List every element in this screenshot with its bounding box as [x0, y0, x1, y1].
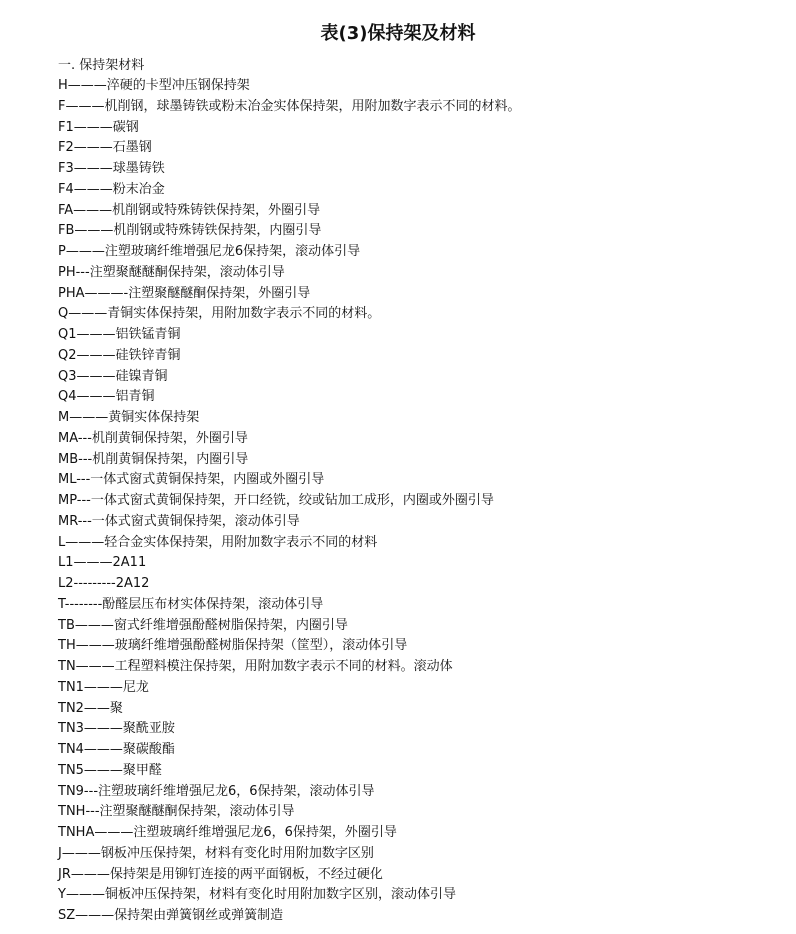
material-line: TN———工程塑料模注保持架，用附加数字表示不同的材料。滚动体 — [58, 659, 453, 674]
page-title: 表(3)保持架及材料 — [320, 23, 476, 44]
material-line: TNHA———注塑玻璃纤维增强尼龙6，6保持架，外圈引导 — [58, 825, 397, 840]
material-line: TB———窗式纤维增强酚醛树脂保持架，内圈引导 — [58, 617, 348, 633]
material-line: PH---注塑聚醚醚酮保持架，滚动体引导 — [58, 264, 285, 280]
material-line: MP---一体式窗式黄铜保持架，开口经铣，绞或钻加工成形，内圈或外圈引导 — [58, 493, 494, 508]
material-line: PHA———-注塑聚醚醚酮保持架，外圈引导 — [58, 285, 311, 301]
material-line: Y———铜板冲压保持架，材料有变化时用附加数字区别，滚动体引导 — [58, 887, 456, 903]
material-line: TN1———尼龙 — [58, 679, 149, 695]
material-line: L1———2A11 — [58, 555, 147, 571]
material-line: F1———碳钢 — [58, 119, 139, 135]
material-line: F———机削钢，球墨铸铁或粉末冶金实体保持架，用附加数字表示不同的材料。 — [58, 98, 521, 114]
material-line: Q———青铜实体保持架，用附加数字表示不同的材料。 — [58, 306, 381, 322]
material-line: H———淬硬的卡型冲压钢保持架 — [58, 78, 250, 93]
material-list — [58, 76, 788, 927]
material-line: SZ———保持架由弹簧钢丝或弹簧制造 — [58, 908, 284, 923]
material-line: MB---机削黄铜保持架，内圈引导 — [58, 451, 249, 467]
material-line: FB———机削钢或特殊铸铁保持架，内圈引导 — [58, 223, 322, 239]
material-line: Q1———铝铁锰青铜 — [58, 327, 181, 342]
material-line: TN9---注塑玻璃纤维增强尼龙6，6保持架，滚动体引导 — [58, 783, 375, 799]
material-line: TN3———聚酰亚胺 — [58, 721, 175, 737]
section-heading: 一. 保持架材料 — [58, 58, 145, 73]
material-line: F3———球墨铸铁 — [58, 161, 165, 176]
material-line: J———钢板冲压保持架，材料有变化时用附加数字区别 — [58, 845, 374, 861]
material-line: Q3———硅镍青铜 — [58, 368, 168, 384]
material-line: F4———粉末冶金 — [58, 181, 165, 197]
material-line: TH———玻璃纤维增强酚醛树脂保持架（筐型），滚动体引导 — [58, 638, 408, 654]
material-line: TN4———聚碳酸酯 — [58, 742, 175, 757]
material-line: MA---机削黄铜保持架，外圈引导 — [58, 430, 248, 446]
material-line: L———轻合金实体保持架，用附加数字表示不同的材料 — [58, 534, 378, 550]
material-line: FA———机削钢或特殊铸铁保持架，外圈引导 — [58, 202, 321, 218]
material-line: JR———保持架是用铆钉连接的两平面钢板，不经过硬化 — [58, 866, 383, 882]
material-line: F2———石墨钢 — [58, 140, 152, 156]
material-line: MR---一体式窗式黄铜保持架，滚动体引导 — [58, 513, 300, 529]
material-line: M———黄铜实体保持架 — [58, 410, 200, 425]
material-line: L2---------2A12 — [58, 576, 150, 591]
material-line: T--------酚醛层压布材实体保持架，滚动体引导 — [58, 596, 324, 612]
material-line: ML---一体式窗式黄铜保持架，内圈或外圈引导 — [58, 472, 325, 488]
material-line: TN2——聚 — [58, 700, 123, 716]
material-line: TN5———聚甲醛 — [58, 762, 162, 778]
material-line: Q4———铝青铜 — [58, 389, 155, 405]
material-line: TNH---注塑聚醚醚酮保持架，滚动体引导 — [58, 804, 295, 820]
material-line: P———注塑玻璃纤维增强尼龙6保持架，滚动体引导 — [58, 244, 361, 259]
material-line: Q2———硅铁锌青铜 — [58, 347, 181, 363]
